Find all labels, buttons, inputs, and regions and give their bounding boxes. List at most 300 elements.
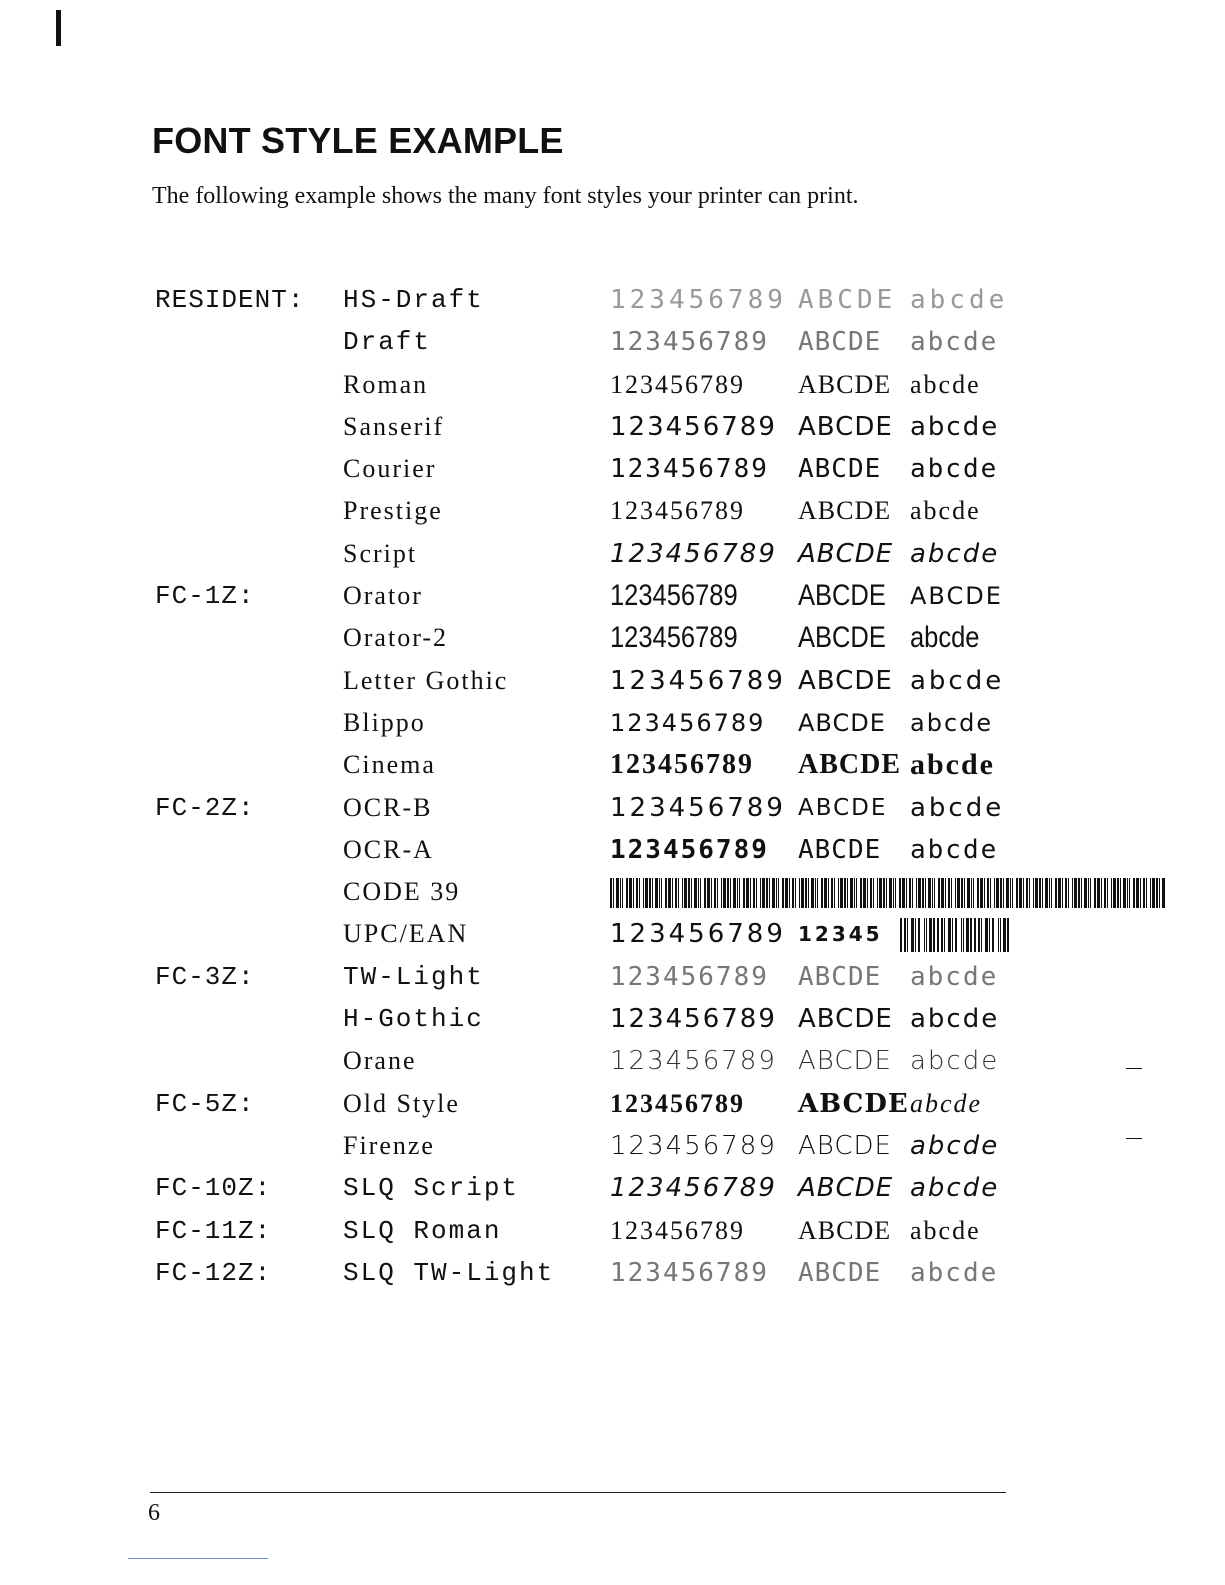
sample-upper: ABCDE	[798, 454, 882, 485]
sample-upper: ABCDE	[798, 1130, 892, 1161]
sample-upper: ABCDE	[798, 327, 882, 358]
table-row	[155, 914, 1025, 956]
barcode-bar	[1062, 878, 1063, 908]
barcode-bar	[873, 878, 874, 908]
barcode-bar	[801, 878, 804, 908]
sample-digits: 123456789	[610, 579, 738, 613]
barcode-bar	[1065, 878, 1067, 908]
barcode-bar	[1003, 918, 1006, 952]
barcode-bar	[682, 878, 683, 908]
font-sample-table	[155, 280, 1025, 1295]
sample-digits: 123456789	[610, 327, 769, 358]
barcode-bar	[844, 878, 846, 908]
barcode-bar	[1058, 878, 1061, 908]
barcode-bar	[1010, 878, 1011, 908]
barcode-bar	[782, 878, 784, 908]
table-row	[155, 365, 1025, 407]
barcode-bar	[828, 878, 829, 908]
sample-lower: abcde	[910, 748, 995, 782]
font-name: SLQ Roman	[343, 1215, 502, 1246]
sample-lower: abcde	[910, 621, 980, 655]
barcode-bar	[776, 878, 777, 908]
barcode-bar	[834, 878, 835, 908]
sample-digits: 123456789	[610, 708, 766, 737]
barcode-bar	[1023, 878, 1024, 908]
barcode-bar	[860, 878, 862, 908]
barcode-bar	[978, 918, 980, 952]
bottom-edge-line	[128, 1558, 268, 1559]
barcode-bar	[723, 878, 726, 908]
barcode-bar	[980, 878, 983, 908]
barcode-bar	[750, 878, 751, 908]
barcode-bar	[636, 878, 638, 908]
group-label: FC-2Z:	[155, 792, 255, 823]
table-row	[155, 1211, 1025, 1253]
barcode-bar	[1117, 878, 1119, 908]
barcode-bar	[1000, 918, 1001, 952]
barcode-bar	[756, 878, 757, 908]
barcode-bar	[911, 918, 914, 952]
barcode-bar	[1033, 878, 1034, 908]
barcode-bar	[698, 878, 699, 908]
font-name: OCR-A	[343, 834, 434, 864]
font-name: Sanserif	[343, 411, 445, 441]
sample-upper: ABCDE	[798, 411, 893, 442]
sample-digits: 123456789	[610, 369, 745, 399]
barcode-bar	[616, 878, 619, 908]
font-name: Script	[343, 538, 418, 568]
barcode-bar	[714, 878, 716, 908]
footer-rule	[150, 1492, 1006, 1493]
barcode-bar	[1012, 878, 1013, 908]
barcode-bar	[622, 878, 623, 908]
barcode-bar	[700, 878, 701, 908]
sample-digits: 123456789	[610, 496, 745, 526]
barcode-bar	[966, 918, 969, 952]
barcode-bar	[649, 878, 651, 908]
sample-lower: abcde	[910, 961, 999, 992]
barcode-bar	[1143, 878, 1145, 908]
sample-upper: ABCDE	[798, 1088, 909, 1119]
barcode-bar	[707, 878, 710, 908]
barcode-bar	[691, 878, 692, 908]
table-row	[155, 1041, 1025, 1083]
barcode-bar	[912, 878, 913, 908]
barcode-bar	[963, 918, 964, 952]
barcode-bar	[1152, 878, 1155, 908]
barcode-bar	[1090, 878, 1091, 908]
barcode-bar	[717, 878, 718, 908]
sample-digits: 123456789	[610, 1215, 745, 1245]
sample-upper: ABCDE	[798, 285, 897, 315]
barcode-bar	[886, 878, 887, 908]
barcode-bar	[799, 878, 800, 908]
barcode-bar	[778, 878, 779, 908]
barcode-bar	[727, 878, 729, 908]
table-row	[155, 534, 1025, 576]
barcode-bar	[948, 918, 951, 952]
barcode-bar	[907, 918, 908, 952]
font-name: SLQ TW-Light	[343, 1257, 555, 1288]
barcode-bar	[925, 878, 926, 908]
barcode-bar	[948, 878, 950, 908]
barcode-bar	[981, 918, 982, 952]
table-row	[155, 830, 1025, 872]
barcode-bar	[1003, 878, 1004, 908]
barcode-bar	[1097, 878, 1100, 908]
table-row	[155, 407, 1025, 449]
font-name: Orator	[343, 581, 423, 611]
sample-lower: abcde	[910, 1046, 1000, 1077]
font-name: Courier	[343, 454, 437, 484]
barcode-bar	[1007, 918, 1009, 952]
barcode-bar	[1042, 878, 1043, 908]
barcode-bar	[746, 878, 749, 908]
barcode-bar	[805, 878, 807, 908]
barcode-bar	[643, 878, 644, 908]
barcode-bar	[918, 918, 920, 952]
barcode-bar	[1019, 878, 1022, 908]
barcode-bar	[795, 878, 796, 908]
margin-dash-mark-1	[1126, 1068, 1142, 1069]
font-name: Firenze	[343, 1130, 435, 1160]
upc-barcode	[900, 918, 1010, 952]
barcode-bar	[1113, 878, 1116, 908]
barcode-bar	[934, 878, 935, 908]
barcode-bar	[675, 878, 677, 908]
barcode-bar	[926, 918, 927, 952]
table-row	[155, 1168, 1025, 1210]
sample-digits: 123456789	[610, 1004, 777, 1035]
barcode-bar	[992, 918, 994, 952]
sample-lower: abcde	[910, 1004, 1000, 1035]
barcode-bar	[1146, 878, 1147, 908]
barcode-bar	[629, 878, 632, 908]
sample-upper: ABCDE	[798, 496, 892, 526]
group-label: FC-11Z:	[155, 1215, 272, 1246]
barcode-bar	[944, 918, 945, 952]
sample-digits: 123456789	[610, 834, 769, 865]
barcode-bar	[684, 878, 687, 908]
sample-lower: abcde	[910, 1173, 1000, 1204]
group-label: RESIDENT:	[155, 285, 305, 315]
barcode-bar	[1129, 878, 1130, 908]
barcode-bar	[678, 878, 679, 908]
barcode-bar	[1039, 878, 1041, 908]
barcode-bar	[1006, 878, 1009, 908]
barcode-bar	[766, 878, 768, 908]
barcode-bar	[1016, 878, 1018, 908]
sample-lower: abcde	[910, 708, 994, 737]
barcode-bar	[808, 878, 809, 908]
group-label: FC-10Z:	[155, 1173, 272, 1204]
sample-lower: abcde	[910, 369, 981, 399]
group-label: FC-5Z:	[155, 1088, 255, 1119]
sample-upper: ABCDE	[798, 579, 886, 613]
barcode-bar	[815, 878, 816, 908]
font-name: CODE 39	[343, 877, 461, 907]
barcode-bar	[938, 878, 940, 908]
sample-upper: ABCDE	[798, 665, 893, 696]
sample-lower: abcde	[910, 454, 999, 485]
barcode-bar	[952, 918, 953, 952]
barcode-bar	[1156, 878, 1158, 908]
barcode-bar	[900, 918, 902, 952]
barcode-bar	[937, 918, 939, 952]
barcode-bar	[769, 878, 770, 908]
barcode-bar	[856, 878, 857, 908]
sample-upper: ABCDE	[798, 749, 902, 781]
barcode-bar	[977, 878, 979, 908]
font-name: H-Gothic	[343, 1004, 484, 1035]
barcode-bar	[1111, 878, 1112, 908]
barcode-bar	[730, 878, 731, 908]
sample-upper: ABCDE	[798, 1215, 892, 1245]
sample-upper: ABCDE	[798, 1173, 894, 1204]
sample-upper: ABCDE	[798, 538, 894, 569]
barcode-bar	[1107, 878, 1108, 908]
group-label: FC-12Z:	[155, 1257, 272, 1288]
barcode-bar	[1094, 878, 1096, 908]
page-title: FONT STYLE EXAMPLE	[152, 120, 564, 161]
barcode-bar	[1159, 878, 1160, 908]
sample-digits: 123456789	[610, 961, 769, 992]
sample-digits: 123456789	[610, 665, 786, 696]
barcode-bar	[1051, 878, 1052, 908]
barcode-bar	[610, 878, 612, 908]
font-name: SLQ Script	[343, 1173, 520, 1204]
barcode-bar	[918, 878, 921, 908]
barcode-bar	[1088, 878, 1089, 908]
barcode-bar	[1074, 878, 1077, 908]
group-label: FC-3Z:	[155, 961, 255, 992]
barcode-bar	[932, 878, 933, 908]
barcode-bar	[613, 878, 614, 908]
barcode-bar	[1068, 878, 1069, 908]
barcode-bar	[824, 878, 827, 908]
font-name: Orane	[343, 1046, 417, 1076]
barcode-bar	[945, 878, 946, 908]
barcode-bar	[1120, 878, 1121, 908]
barcode-bar	[739, 878, 740, 908]
barcode-bar	[941, 918, 943, 952]
barcode-bar	[665, 878, 667, 908]
barcode-bar	[854, 878, 855, 908]
barcode-bar	[928, 878, 931, 908]
barcode-bar	[941, 878, 944, 908]
sample-upper: 12345	[798, 922, 883, 947]
sample-lower: abcde	[910, 285, 1009, 315]
barcode-bar	[1029, 878, 1030, 908]
sample-upper: ABCDE	[798, 1046, 892, 1077]
table-row	[155, 745, 1025, 787]
barcode-bar	[906, 878, 907, 908]
barcode-bar	[743, 878, 745, 908]
table-row	[155, 280, 1025, 322]
barcode-bar	[994, 878, 995, 908]
barcode-bar	[895, 878, 896, 908]
barcode-bar	[737, 878, 738, 908]
sample-upper: ABCDE	[798, 708, 886, 737]
sample-lower: abcde	[910, 327, 999, 358]
barcode-bar	[1055, 878, 1057, 908]
sample-lower: abcde	[910, 792, 1005, 823]
sample-lower: abcde	[910, 834, 999, 865]
barcode-bar	[1072, 878, 1073, 908]
font-name: Cinema	[343, 750, 436, 780]
sample-upper: ABCDE	[798, 1004, 893, 1035]
sample-digits: 123456789	[610, 1173, 777, 1204]
sample-lower: abcde	[910, 496, 981, 526]
sample-upper: ABCDE	[798, 961, 882, 992]
barcode-bar	[672, 878, 673, 908]
font-name: HS-Draft	[343, 285, 484, 315]
table-row	[155, 491, 1025, 533]
barcode-bar	[760, 878, 761, 908]
barcode-bar	[792, 878, 794, 908]
barcode-bar	[1078, 878, 1080, 908]
barcode-bar	[987, 878, 989, 908]
sample-digits: 123456789	[610, 621, 738, 655]
barcode-bar	[772, 878, 775, 908]
barcode-bar	[1081, 878, 1082, 908]
barcode-bar	[847, 878, 848, 908]
barcode-bar	[1162, 878, 1165, 908]
barcode-bar	[659, 878, 660, 908]
sample-digits: 123456789	[610, 1257, 769, 1288]
table-row	[155, 999, 1025, 1041]
barcode-bar	[785, 878, 788, 908]
sample-digits: 123456789	[610, 1088, 745, 1118]
table-row	[155, 449, 1025, 491]
barcode-bar	[668, 878, 671, 908]
barcode-bar	[970, 918, 972, 952]
barcode-bar	[929, 918, 932, 952]
barcode-bar	[964, 878, 965, 908]
font-name: Draft	[343, 327, 432, 358]
table-row	[155, 1253, 1025, 1295]
font-name: Prestige	[343, 496, 443, 526]
barcode-bar	[694, 878, 697, 908]
sample-lower: abcde	[910, 538, 1000, 569]
barcode-bar	[909, 878, 911, 908]
sample-lower: abcde	[910, 1215, 981, 1245]
barcode-bar	[1123, 878, 1126, 908]
sample-upper: ABCDE	[798, 1257, 882, 1288]
barcode-bar	[1026, 878, 1028, 908]
sample-digits: 123456789	[610, 411, 777, 442]
barcode-bar	[957, 878, 960, 908]
barcode-bar	[984, 878, 985, 908]
barcode-bar	[971, 878, 972, 908]
barcode-bar	[639, 878, 640, 908]
font-name: OCR-B	[343, 792, 433, 822]
barcode-bar	[951, 878, 952, 908]
barcode-bar	[924, 918, 925, 952]
barcode-bar	[883, 878, 885, 908]
barcode-bar	[1049, 878, 1050, 908]
sample-upper: ABCDE	[798, 369, 892, 399]
barcode-bar	[1101, 878, 1102, 908]
barcode-bar	[974, 918, 976, 952]
sample-lower: abcde	[910, 1257, 999, 1288]
margin-dash-mark-2	[1126, 1138, 1142, 1139]
table-row	[155, 872, 1025, 914]
barcode-bar	[721, 878, 722, 908]
barcode-bar	[652, 878, 653, 908]
barcode-bar	[879, 878, 882, 908]
barcode-bar	[870, 878, 872, 908]
sample-lower: abcde	[910, 1088, 983, 1118]
intro-paragraph: The following example shows the many font styles your printer can print.	[152, 183, 859, 209]
barcode-bar	[998, 918, 999, 952]
font-name: Roman	[343, 369, 429, 399]
barcode-bar	[1133, 878, 1135, 908]
barcode-bar	[811, 878, 814, 908]
barcode-bar	[661, 878, 662, 908]
table-row	[155, 703, 1025, 745]
barcode-bar	[711, 878, 712, 908]
barcode-bar	[850, 878, 853, 908]
barcode-bar	[753, 878, 755, 908]
margin-bar-mark	[56, 10, 61, 46]
sample-lower: abcde	[910, 411, 1000, 442]
barcode-bar	[955, 918, 957, 952]
table-row	[155, 788, 1025, 830]
barcode-bar	[789, 878, 790, 908]
barcode-bar	[902, 878, 905, 908]
sample-digits: 123456789	[610, 919, 786, 950]
barcode-bar	[838, 878, 839, 908]
barcode-bar	[867, 878, 868, 908]
sample-lower: ABCDE	[910, 582, 1003, 611]
font-name: Blippo	[343, 707, 426, 737]
barcode-bar	[863, 878, 866, 908]
barcode-bar	[996, 878, 999, 908]
font-name: Old Style	[343, 1088, 460, 1118]
barcode-bar	[1140, 878, 1141, 908]
barcode-bar	[899, 878, 901, 908]
table-row	[155, 576, 1025, 618]
sample-digits: 123456789	[610, 749, 754, 781]
barcode-bar	[916, 878, 917, 908]
sample-digits: 123456789	[610, 792, 786, 823]
barcode-bar	[922, 878, 924, 908]
barcode-bar	[967, 878, 970, 908]
barcode-bar	[655, 878, 658, 908]
barcode-bar	[704, 878, 706, 908]
sample-digits: 123456789	[610, 454, 769, 485]
barcode-bar	[817, 878, 818, 908]
sample-digits: 123456789	[610, 285, 787, 315]
barcode-bar	[1150, 878, 1151, 908]
barcode-bar	[626, 878, 628, 908]
barcode-bar	[840, 878, 843, 908]
barcode-bar	[933, 918, 935, 952]
barcode-bar	[915, 918, 916, 952]
barcode-bar	[1136, 878, 1139, 908]
table-row	[155, 322, 1025, 364]
barcode-bar	[645, 878, 648, 908]
barcode-bar	[762, 878, 765, 908]
table-row	[155, 618, 1025, 660]
barcode-bar	[688, 878, 690, 908]
barcode-bar	[620, 878, 621, 908]
barcode-bar	[961, 878, 963, 908]
barcode-bar	[955, 878, 956, 908]
sample-upper: ABCDE	[798, 621, 886, 655]
sample-lower: abcde	[910, 665, 1005, 696]
